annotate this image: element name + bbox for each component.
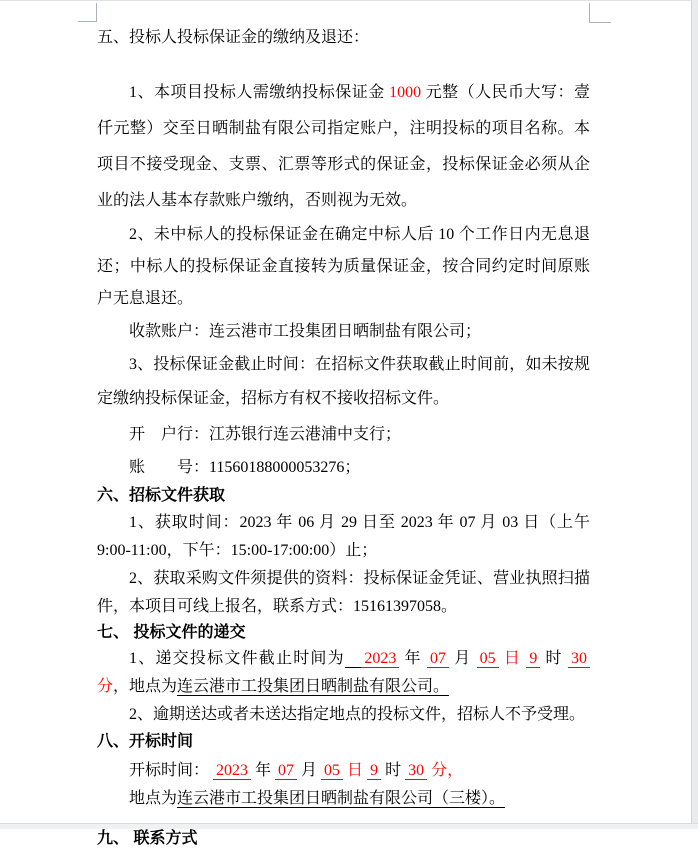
bid-opening-year-unit: 年	[251, 762, 276, 779]
section5-heading: 五、投标人投标保证金的缴纳及退还：	[97, 29, 370, 46]
submission-hour-unit: 时	[540, 650, 568, 667]
bid-opening-location-line	[97, 785, 590, 813]
page-top-edge	[0, 0, 698, 1]
submission-minute: 30	[568, 650, 590, 668]
bid-opening-comma: ，	[447, 762, 464, 779]
bid-opening-location-lead: 地点为	[129, 790, 178, 807]
submission-location: 连云港市工投集团日晒制盐有限公司。	[177, 678, 450, 695]
submission-minute-unit: 分	[97, 678, 114, 695]
bid-opening-label: 开标时间：	[129, 762, 214, 779]
bank-branch-line: 开 户行：江苏银行连云港浦中支行；	[129, 426, 402, 443]
section9-heading: 九、 联系方式	[97, 830, 198, 847]
deposit-text-pre: 1、本项目投标人需缴纳投标保证金	[129, 84, 390, 101]
submission-year-unit: 年	[399, 650, 427, 667]
bid-opening-year: 2023	[213, 762, 251, 780]
deposit-text-post: 元整（人民币大写：壹仟元整）交至日晒制盐有限公司指定账户，注明投标的项目名称。本项目不接受现金、支票、汇票等形式的保证金，投标保证金必须从企业的法人基本存款账户缴纳，否则视为无效。	[97, 84, 590, 209]
submission-day-unit: 日	[498, 650, 527, 667]
bid-opening-hour: 9	[367, 762, 381, 780]
submission-blank-underline	[345, 650, 361, 668]
account-number-line: 账 号：11560188000053276；	[129, 459, 361, 476]
section6-heading: 六、招标文件获取	[97, 487, 226, 504]
deposit-payment-paragraph	[97, 75, 590, 219]
bid-opening-month-unit: 月	[297, 762, 322, 779]
deposit-amount: 1000	[389, 84, 422, 101]
bid-opening-hour-unit: 时	[381, 762, 406, 779]
beneficiary-account-line: 收款账户：连云港市工投集团日晒制盐有限公司；	[129, 323, 482, 340]
bid-opening-time-line	[97, 757, 590, 785]
submission-day: 05	[477, 650, 499, 668]
margin-crop-mark-left	[78, 3, 97, 22]
submission-hour: 9	[526, 650, 540, 668]
submission-deadline-paragraph	[97, 645, 590, 701]
submission-year: 2023	[361, 650, 399, 668]
deposit-refund-paragraph: 2、未中标人的投标保证金在确定中标人后 10 个工作日内无息退还；中标人的投标保证金直接转为质量保证金，按合同约定时间原账户无息退还。	[97, 226, 590, 307]
submission-month-unit: 月	[448, 650, 477, 667]
section7-heading: 七、 投标文件的递交	[97, 624, 246, 641]
submission-month: 07	[427, 650, 449, 668]
bid-opening-location: 连云港市工投集团日晒制盐有限公司（三楼）。	[177, 790, 506, 807]
bid-opening-day: 05	[321, 762, 343, 780]
bid-opening-day-unit: 日	[343, 762, 368, 779]
bid-opening-month: 07	[275, 762, 297, 780]
submission-location-lead: ，地点为	[113, 678, 178, 695]
bid-opening-minute: 30	[405, 762, 427, 780]
deposit-deadline-paragraph: 3、投标保证金截止时间：在招标文件获取截止时间前，如未按规定缴纳投标保证金，招标方有权不接收招标文件。	[97, 356, 590, 407]
late-submission-paragraph: 2、逾期送达或者未送达指定地点的投标文件，招标人不予受理。	[129, 706, 586, 723]
submission-deadline-lead: 1、递交投标文件截止时间为	[129, 650, 345, 667]
margin-crop-mark-right	[589, 3, 611, 23]
document-obtain-materials-paragraph: 2、获取采购文件须提供的资料：投标保证金凭证、营业执照扫描件，本项目可线上报名，联系方式：15161397058。	[97, 570, 590, 615]
page-right-edge	[691, 0, 698, 829]
document-text-area[interactable]	[97, 22, 590, 851]
bid-opening-minute-unit: 分	[427, 762, 448, 779]
section8-heading: 八、开标时间	[97, 733, 194, 750]
document-obtain-time-paragraph: 1、获取时间：2023 年 06 月 29 日至 2023 年 07 月 03 日（上午 9:00-11:00，下午：15:00-17:00:00）止；	[97, 514, 590, 559]
